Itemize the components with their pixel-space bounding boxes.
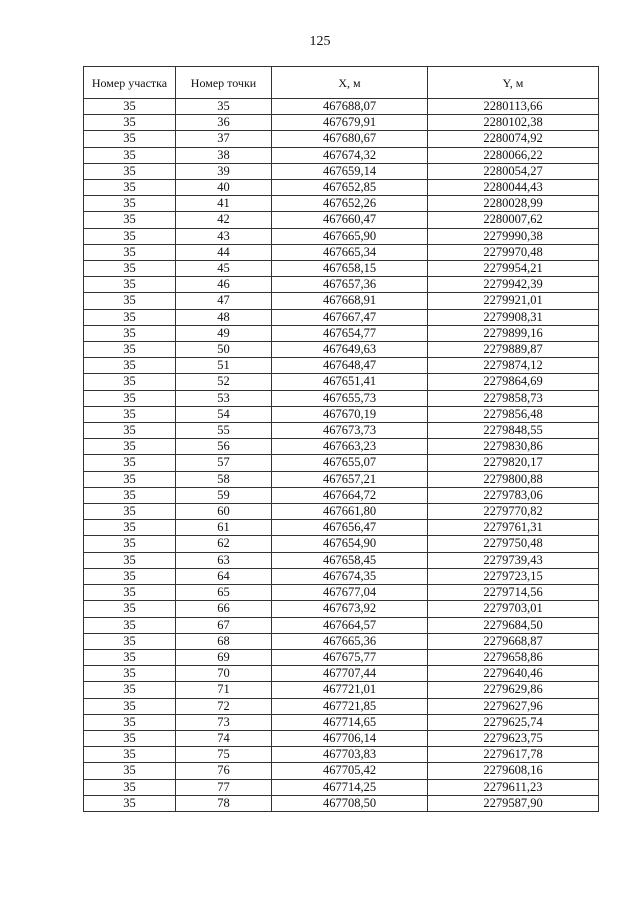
x-coordinate-cell: 467707,44 (272, 666, 428, 682)
y-coordinate-cell: 2279750,48 (428, 536, 599, 552)
point-number-cell: 78 (176, 795, 272, 811)
plot-number-cell: 35 (84, 747, 176, 763)
table-row (84, 228, 599, 244)
point-number-cell: 69 (176, 649, 272, 665)
y-coordinate-cell: 2279858,73 (428, 390, 599, 406)
y-coordinate-cell: 2279714,56 (428, 585, 599, 601)
plot-number-cell: 35 (84, 617, 176, 633)
x-coordinate-cell: 467721,85 (272, 698, 428, 714)
table-row (84, 536, 599, 552)
y-coordinate-cell: 2279908,31 (428, 309, 599, 325)
table-row (84, 487, 599, 503)
x-coordinate-cell: 467649,63 (272, 342, 428, 358)
x-coordinate-cell: 467652,26 (272, 196, 428, 212)
y-coordinate-cell: 2279990,38 (428, 228, 599, 244)
x-coordinate-cell: 467706,14 (272, 730, 428, 746)
x-coordinate-cell: 467658,15 (272, 261, 428, 277)
point-number-cell: 44 (176, 244, 272, 260)
plot-number-cell: 35 (84, 261, 176, 277)
y-coordinate-cell: 2279617,78 (428, 747, 599, 763)
plot-number-cell: 35 (84, 763, 176, 779)
plot-number-cell: 35 (84, 196, 176, 212)
y-coordinate-cell: 2279921,01 (428, 293, 599, 309)
table-row (84, 293, 599, 309)
table-row (84, 180, 599, 196)
y-coordinate-cell: 2279830,86 (428, 439, 599, 455)
point-number-cell: 74 (176, 730, 272, 746)
plot-number-cell: 35 (84, 698, 176, 714)
table-row (84, 714, 599, 730)
y-coordinate-cell: 2279889,87 (428, 342, 599, 358)
table-row (84, 374, 599, 390)
x-coordinate-cell: 467657,21 (272, 471, 428, 487)
table-row (84, 261, 599, 277)
plot-number-cell: 35 (84, 309, 176, 325)
point-number-cell: 53 (176, 390, 272, 406)
plot-number-cell: 35 (84, 423, 176, 439)
x-coordinate-cell: 467660,47 (272, 212, 428, 228)
y-coordinate-cell: 2279864,69 (428, 374, 599, 390)
point-number-cell: 37 (176, 131, 272, 147)
point-number-cell: 47 (176, 293, 272, 309)
x-coordinate-cell: 467670,19 (272, 406, 428, 422)
x-coordinate-cell: 467677,04 (272, 585, 428, 601)
plot-number-cell: 35 (84, 568, 176, 584)
y-coordinate-cell: 2279761,31 (428, 520, 599, 536)
table-row (84, 244, 599, 260)
point-number-cell: 64 (176, 568, 272, 584)
x-coordinate-cell: 467675,77 (272, 649, 428, 665)
plot-number-cell: 35 (84, 293, 176, 309)
header-plot-number: Номер участка (84, 67, 176, 99)
y-coordinate-cell: 2279783,06 (428, 487, 599, 503)
y-coordinate-cell: 2279611,23 (428, 779, 599, 795)
y-coordinate-cell: 2279899,16 (428, 325, 599, 341)
table-row (84, 390, 599, 406)
y-coordinate-cell: 2279954,21 (428, 261, 599, 277)
x-coordinate-cell: 467651,41 (272, 374, 428, 390)
point-number-cell: 54 (176, 406, 272, 422)
table-row (84, 358, 599, 374)
plot-number-cell: 35 (84, 406, 176, 422)
point-number-cell: 43 (176, 228, 272, 244)
table-row (84, 698, 599, 714)
x-coordinate-cell: 467655,73 (272, 390, 428, 406)
plot-number-cell: 35 (84, 487, 176, 503)
x-coordinate-cell: 467664,57 (272, 617, 428, 633)
y-coordinate-cell: 2280113,66 (428, 99, 599, 115)
x-coordinate-cell: 467703,83 (272, 747, 428, 763)
table-row (84, 601, 599, 617)
x-coordinate-cell: 467714,25 (272, 779, 428, 795)
x-coordinate-cell: 467659,14 (272, 163, 428, 179)
plot-number-cell: 35 (84, 374, 176, 390)
point-number-cell: 49 (176, 325, 272, 341)
table-row (84, 763, 599, 779)
y-coordinate-cell: 2279856,48 (428, 406, 599, 422)
table-header (84, 67, 599, 99)
x-coordinate-cell: 467654,90 (272, 536, 428, 552)
plot-number-cell: 35 (84, 390, 176, 406)
point-number-cell: 76 (176, 763, 272, 779)
table-row (84, 585, 599, 601)
x-coordinate-cell: 467673,92 (272, 601, 428, 617)
point-number-cell: 65 (176, 585, 272, 601)
table-row (84, 504, 599, 520)
plot-number-cell: 35 (84, 342, 176, 358)
y-coordinate-cell: 2279668,87 (428, 633, 599, 649)
x-coordinate-cell: 467674,32 (272, 147, 428, 163)
point-number-cell: 60 (176, 504, 272, 520)
y-coordinate-cell: 2280028,99 (428, 196, 599, 212)
header-point-number: Номер точки (176, 67, 272, 99)
table-row (84, 552, 599, 568)
x-coordinate-cell: 467656,47 (272, 520, 428, 536)
plot-number-cell: 35 (84, 585, 176, 601)
y-coordinate-cell: 2279820,17 (428, 455, 599, 471)
plot-number-cell: 35 (84, 439, 176, 455)
table-row (84, 439, 599, 455)
plot-number-cell: 35 (84, 601, 176, 617)
plot-number-cell: 35 (84, 163, 176, 179)
y-coordinate-cell: 2279625,74 (428, 714, 599, 730)
plot-number-cell: 35 (84, 666, 176, 682)
point-number-cell: 50 (176, 342, 272, 358)
plot-number-cell: 35 (84, 147, 176, 163)
point-number-cell: 38 (176, 147, 272, 163)
header-y-coordinate: Y, м (428, 67, 599, 99)
point-number-cell: 46 (176, 277, 272, 293)
x-coordinate-cell: 467654,77 (272, 325, 428, 341)
point-number-cell: 58 (176, 471, 272, 487)
y-coordinate-cell: 2280066,22 (428, 147, 599, 163)
y-coordinate-cell: 2279627,96 (428, 698, 599, 714)
y-coordinate-cell: 2279942,39 (428, 277, 599, 293)
x-coordinate-cell: 467680,67 (272, 131, 428, 147)
x-coordinate-cell: 467705,42 (272, 763, 428, 779)
point-number-cell: 63 (176, 552, 272, 568)
point-number-cell: 48 (176, 309, 272, 325)
point-number-cell: 71 (176, 682, 272, 698)
x-coordinate-cell: 467708,50 (272, 795, 428, 811)
plot-number-cell: 35 (84, 131, 176, 147)
point-number-cell: 57 (176, 455, 272, 471)
x-coordinate-cell: 467688,07 (272, 99, 428, 115)
plot-number-cell: 35 (84, 649, 176, 665)
x-coordinate-cell: 467663,23 (272, 439, 428, 455)
point-number-cell: 52 (176, 374, 272, 390)
table-row (84, 406, 599, 422)
table-row (84, 795, 599, 811)
table-row (84, 730, 599, 746)
point-number-cell: 68 (176, 633, 272, 649)
table-row (84, 147, 599, 163)
point-number-cell: 72 (176, 698, 272, 714)
point-number-cell: 73 (176, 714, 272, 730)
plot-number-cell: 35 (84, 212, 176, 228)
table-row (84, 617, 599, 633)
y-coordinate-cell: 2280007,62 (428, 212, 599, 228)
x-coordinate-cell: 467674,35 (272, 568, 428, 584)
table-row (84, 196, 599, 212)
point-number-cell: 45 (176, 261, 272, 277)
table-row (84, 423, 599, 439)
y-coordinate-cell: 2280074,92 (428, 131, 599, 147)
x-coordinate-cell: 467665,36 (272, 633, 428, 649)
table-row (84, 99, 599, 115)
table-row (84, 779, 599, 795)
x-coordinate-cell: 467665,34 (272, 244, 428, 260)
plot-number-cell: 35 (84, 244, 176, 260)
plot-number-cell: 35 (84, 633, 176, 649)
y-coordinate-cell: 2279770,82 (428, 504, 599, 520)
y-coordinate-cell: 2279658,86 (428, 649, 599, 665)
point-number-cell: 59 (176, 487, 272, 503)
y-coordinate-cell: 2279723,15 (428, 568, 599, 584)
x-coordinate-cell: 467665,90 (272, 228, 428, 244)
coordinates-table (83, 66, 599, 812)
point-number-cell: 55 (176, 423, 272, 439)
plot-number-cell: 35 (84, 552, 176, 568)
plot-number-cell: 35 (84, 714, 176, 730)
table-row (84, 342, 599, 358)
header-x-coordinate: X, м (272, 67, 428, 99)
plot-number-cell: 35 (84, 779, 176, 795)
plot-number-cell: 35 (84, 228, 176, 244)
y-coordinate-cell: 2279640,46 (428, 666, 599, 682)
plot-number-cell: 35 (84, 471, 176, 487)
y-coordinate-cell: 2280054,27 (428, 163, 599, 179)
y-coordinate-cell: 2279800,88 (428, 471, 599, 487)
y-coordinate-cell: 2279739,43 (428, 552, 599, 568)
y-coordinate-cell: 2279587,90 (428, 795, 599, 811)
plot-number-cell: 35 (84, 536, 176, 552)
point-number-cell: 61 (176, 520, 272, 536)
table-row (84, 163, 599, 179)
plot-number-cell: 35 (84, 277, 176, 293)
y-coordinate-cell: 2279623,75 (428, 730, 599, 746)
x-coordinate-cell: 467667,47 (272, 309, 428, 325)
point-number-cell: 66 (176, 601, 272, 617)
point-number-cell: 36 (176, 115, 272, 131)
table-row (84, 131, 599, 147)
x-coordinate-cell: 467714,65 (272, 714, 428, 730)
x-coordinate-cell: 467648,47 (272, 358, 428, 374)
plot-number-cell: 35 (84, 504, 176, 520)
header-row (84, 67, 599, 99)
point-number-cell: 35 (176, 99, 272, 115)
plot-number-cell: 35 (84, 730, 176, 746)
point-number-cell: 41 (176, 196, 272, 212)
y-coordinate-cell: 2279874,12 (428, 358, 599, 374)
plot-number-cell: 35 (84, 358, 176, 374)
table-row (84, 212, 599, 228)
table-row (84, 633, 599, 649)
x-coordinate-cell: 467721,01 (272, 682, 428, 698)
y-coordinate-cell: 2279970,48 (428, 244, 599, 260)
y-coordinate-cell: 2280044,43 (428, 180, 599, 196)
y-coordinate-cell: 2279608,16 (428, 763, 599, 779)
table-row (84, 666, 599, 682)
y-coordinate-cell: 2279848,55 (428, 423, 599, 439)
table-row (84, 747, 599, 763)
point-number-cell: 75 (176, 747, 272, 763)
point-number-cell: 51 (176, 358, 272, 374)
table-row (84, 471, 599, 487)
plot-number-cell: 35 (84, 180, 176, 196)
plot-number-cell: 35 (84, 99, 176, 115)
page-number: 125 (309, 34, 331, 49)
x-coordinate-cell: 467655,07 (272, 455, 428, 471)
x-coordinate-cell: 467673,73 (272, 423, 428, 439)
point-number-cell: 77 (176, 779, 272, 795)
table-row (84, 649, 599, 665)
table-row (84, 115, 599, 131)
table-body (84, 99, 599, 812)
y-coordinate-cell: 2279629,86 (428, 682, 599, 698)
table-row (84, 325, 599, 341)
point-number-cell: 40 (176, 180, 272, 196)
x-coordinate-cell: 467668,91 (272, 293, 428, 309)
point-number-cell: 62 (176, 536, 272, 552)
table-row (84, 682, 599, 698)
plot-number-cell: 35 (84, 325, 176, 341)
point-number-cell: 67 (176, 617, 272, 633)
x-coordinate-cell: 467661,80 (272, 504, 428, 520)
plot-number-cell: 35 (84, 115, 176, 131)
y-coordinate-cell: 2280102,38 (428, 115, 599, 131)
y-coordinate-cell: 2279684,50 (428, 617, 599, 633)
point-number-cell: 42 (176, 212, 272, 228)
plot-number-cell: 35 (84, 682, 176, 698)
x-coordinate-cell: 467657,36 (272, 277, 428, 293)
table-row (84, 455, 599, 471)
plot-number-cell: 35 (84, 795, 176, 811)
x-coordinate-cell: 467652,85 (272, 180, 428, 196)
table-row (84, 568, 599, 584)
y-coordinate-cell: 2279703,01 (428, 601, 599, 617)
table-row (84, 520, 599, 536)
plot-number-cell: 35 (84, 455, 176, 471)
point-number-cell: 70 (176, 666, 272, 682)
plot-number-cell: 35 (84, 520, 176, 536)
x-coordinate-cell: 467658,45 (272, 552, 428, 568)
table-row (84, 309, 599, 325)
x-coordinate-cell: 467664,72 (272, 487, 428, 503)
point-number-cell: 39 (176, 163, 272, 179)
x-coordinate-cell: 467679,91 (272, 115, 428, 131)
table-row (84, 277, 599, 293)
point-number-cell: 56 (176, 439, 272, 455)
